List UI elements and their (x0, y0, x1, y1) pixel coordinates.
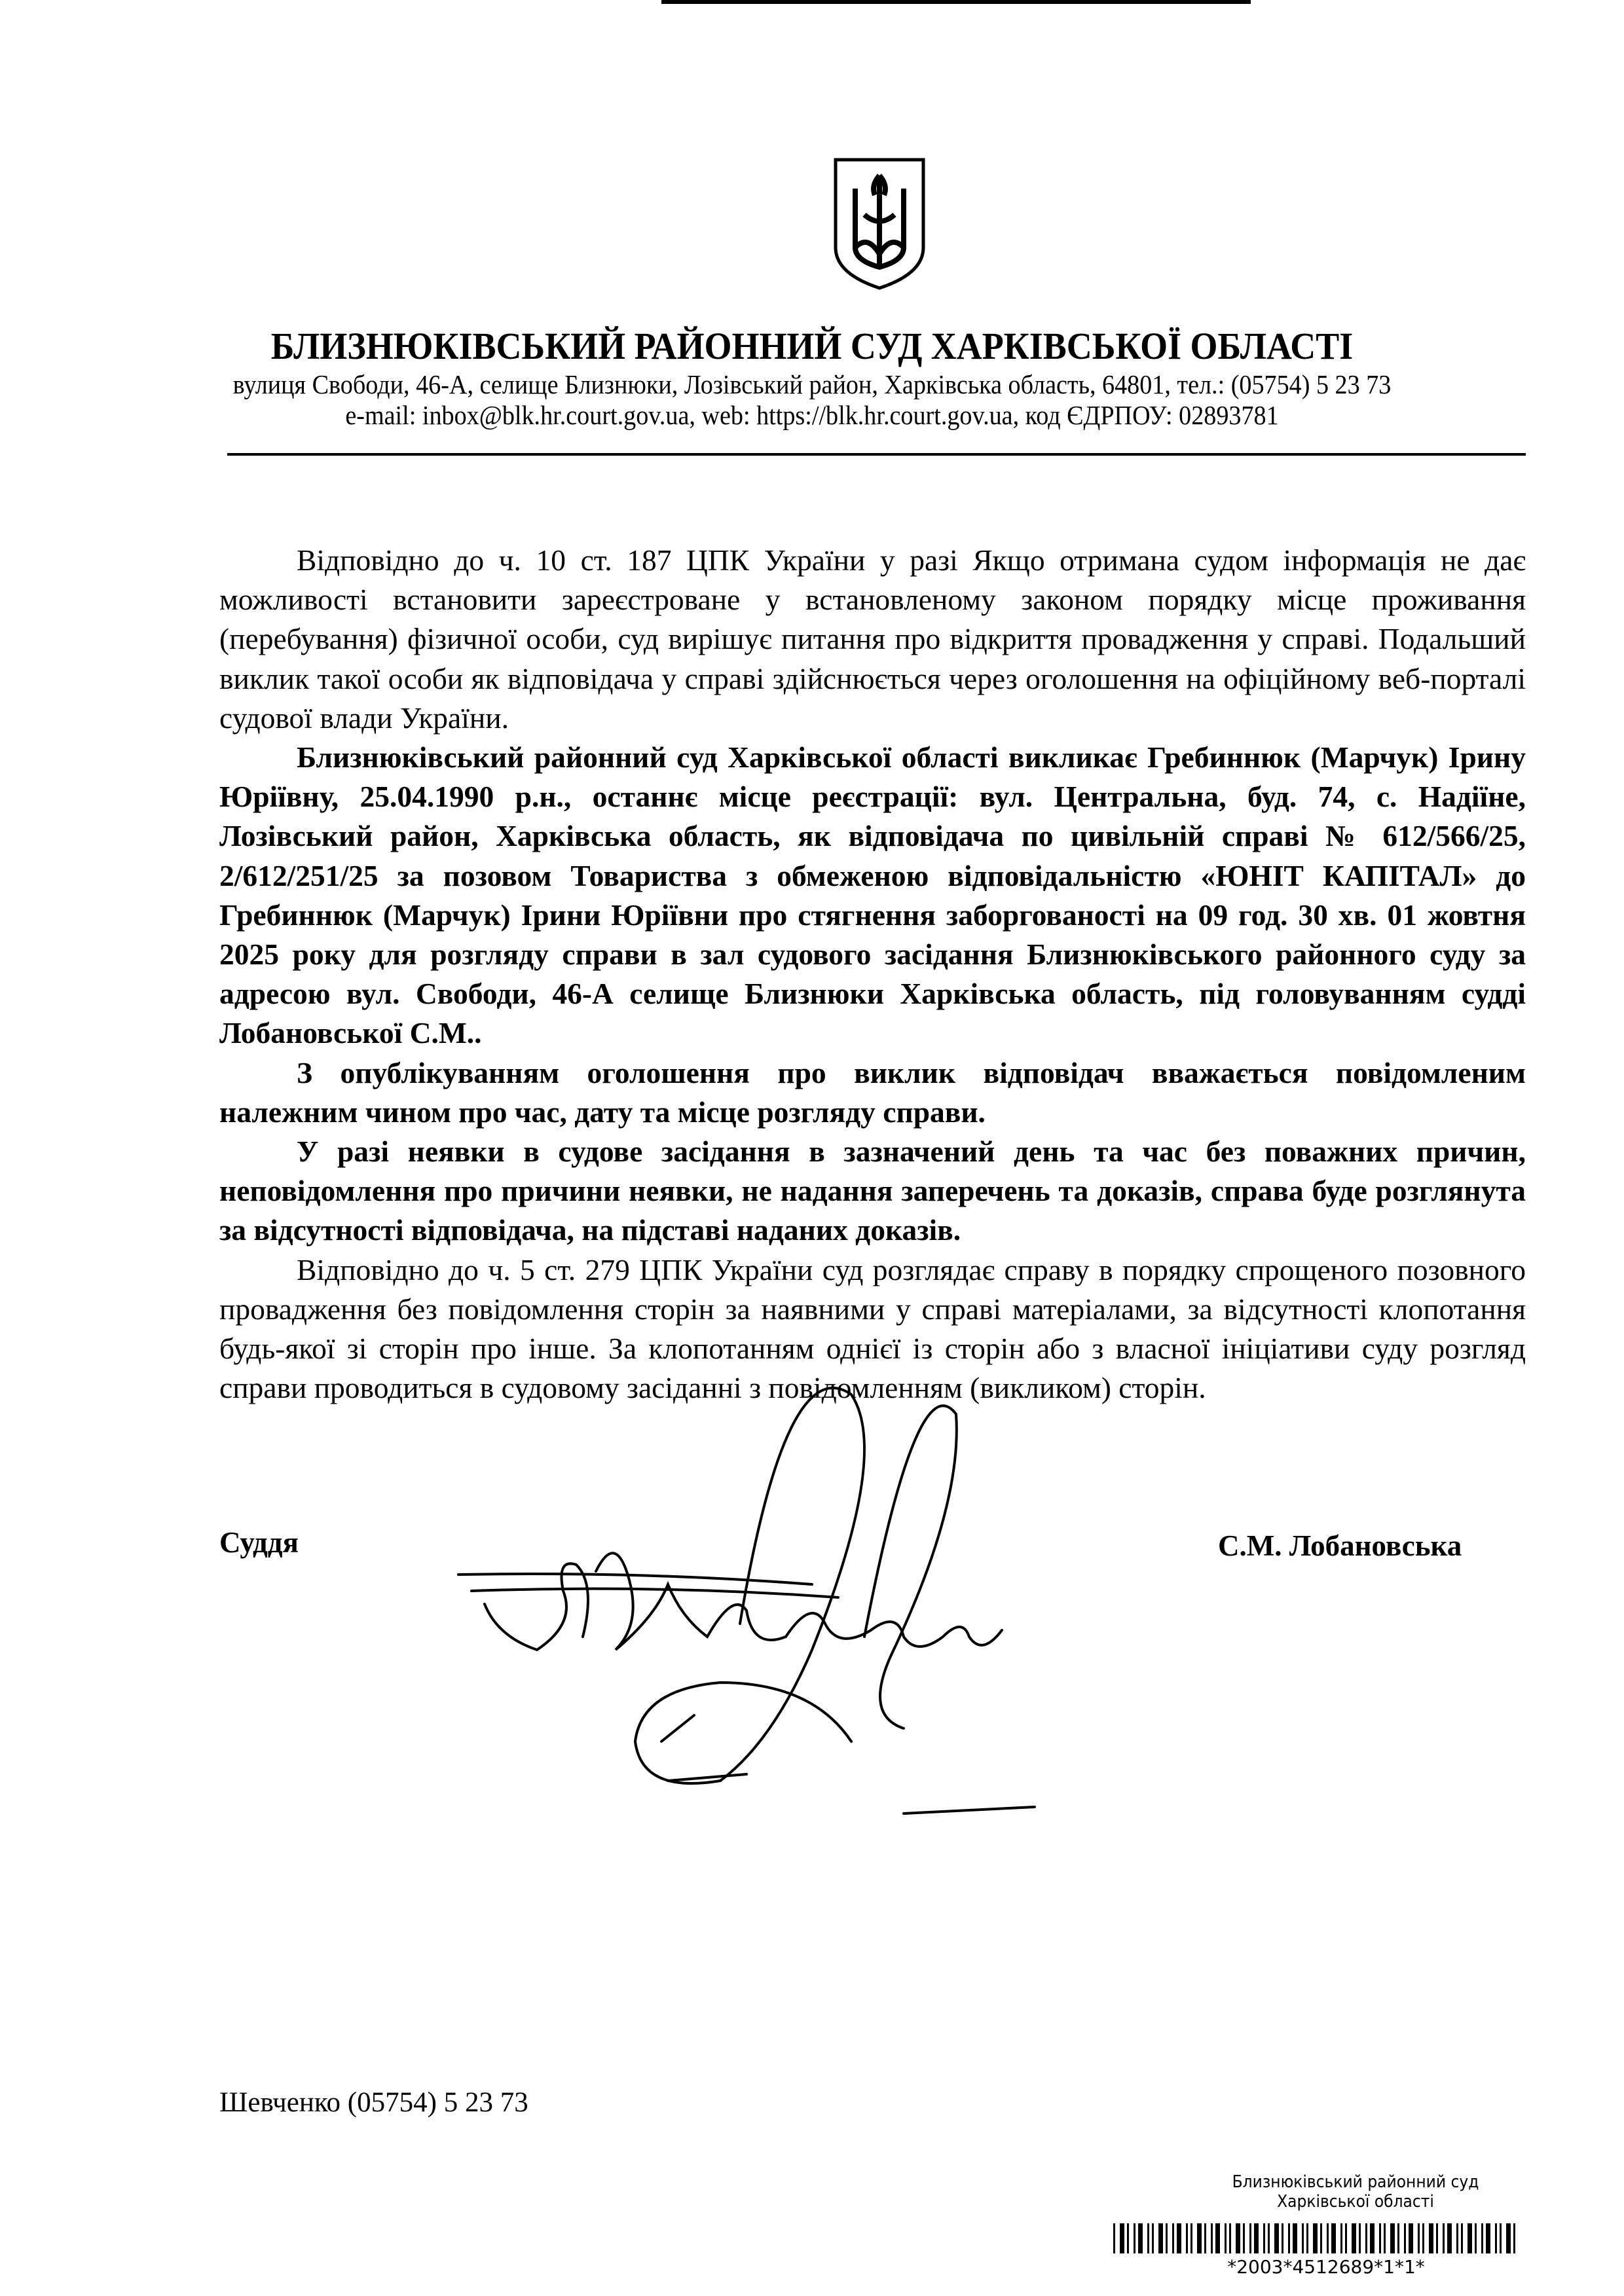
barcode-bar (1263, 2223, 1265, 2253)
barcode-bar (1274, 2223, 1279, 2253)
barcode-bar (1127, 2223, 1129, 2253)
barcode-bar (1243, 2223, 1245, 2253)
paragraph-notification: З опублікуванням оголошення про виклик відповідач вважається повідомленим належним чином про час, дату та місце розгляду справи. (219, 1055, 1526, 1129)
barcode-bar (1211, 2223, 1213, 2253)
barcode-bar (1190, 2223, 1192, 2253)
barcode-bar (1436, 2223, 1438, 2253)
barcode-bar (1225, 2223, 1227, 2253)
barcode-bar (1365, 2223, 1367, 2253)
court-name-heading: БЛИЗНЮКІВСЬКИЙ РАЙОННИЙ СУД ХАРКІВСЬКОЇ ОБЛАСТІ (270, 325, 1354, 367)
barcode-bar (1359, 2223, 1361, 2253)
barcode-bar (1447, 2223, 1452, 2253)
barcode-bar (1282, 2223, 1283, 2253)
barcode-bar (1331, 2223, 1336, 2253)
barcode-bar (1486, 2223, 1490, 2253)
barcode-bar (1418, 2223, 1420, 2253)
barcode-bar (1236, 2223, 1240, 2253)
barcode-bar (1397, 2223, 1399, 2253)
barcode-bar (1177, 2223, 1181, 2253)
judge-label: Суддя (219, 1526, 299, 1559)
barcode-number: *2003*4512689*1*1* (1227, 2256, 1425, 2278)
barcode (1113, 2223, 1522, 2253)
barcode-bar (1500, 2223, 1502, 2253)
barcode-bar (1158, 2223, 1163, 2253)
barcode-bar (1404, 2223, 1406, 2253)
barcode-bar (1293, 2223, 1297, 2253)
paragraph-absence: У разі неявки в судове засідання в зазначений день та час без поважних причин, неповідомлення про причини неявки, не надання заперечень та доказів, справа буде розглянута за відсутності відповідача, на підставі наданих доказів. (219, 1135, 1526, 1247)
barcode-bar (1152, 2223, 1154, 2253)
barcode-bar (1249, 2223, 1251, 2253)
barcode-bar (1138, 2223, 1143, 2253)
court-contacts: e-mail: inbox@blk.hr.court.gov.ua, web: https://blk.hr.court.gov.ua, код ЄДРПОУ: 02893781 (345, 400, 1279, 430)
barcode-bar (1467, 2223, 1472, 2253)
barcode-bar (1443, 2223, 1445, 2253)
barcode-organization (1149, 2172, 1562, 2212)
barcode-bar (1215, 2223, 1220, 2253)
coat-of-arms-icon (832, 156, 927, 292)
barcode-bar (1327, 2223, 1329, 2253)
barcode-bar (1384, 2223, 1386, 2253)
barcode-bar (1513, 2223, 1515, 2253)
barcode-org-line-2: Харківської області (1277, 2192, 1434, 2212)
barcode-bar (1204, 2223, 1206, 2253)
paragraph-summons: Близнюківський районний суд Харківської області викликає Гребиннюк (Марчук) Ірину Юріївну, 25.04.1990 р.н., останнє місце реєстрації: вул. Центральна, буд. 74, с. Надіїне, Лозівський район, Харківська область, як відповідача по цивільній справі № 612/566/25, 2/612/251/25 за позовом Товариства з обмеженою відповідальністю «ЮНІТ КАПІТАЛ» до Гребиннюк (Марчук) Ірини Юріївни про стягнення заборгованості на 09 год. 30 хв. 01 жовтня 2025 року для розгляду справи в зал судового засідання Близнюківського районного суду за адресою вул. Свободи, 46-А селище Близнюки Харківська область, під головуванням судді Лобановської С.М.. (219, 740, 1526, 1050)
barcode-bar (1340, 2223, 1342, 2253)
barcode-bar (1345, 2223, 1347, 2253)
notice-body (219, 541, 1526, 1408)
barcode-bar (1306, 2223, 1308, 2253)
barcode-bar (1320, 2223, 1322, 2253)
handwritten-signature (445, 1375, 1166, 1820)
barcode-bar (1461, 2223, 1463, 2253)
barcode-bar (1302, 2223, 1304, 2253)
barcode-bar (1197, 2223, 1202, 2253)
barcode-bar (1390, 2223, 1395, 2253)
barcode-bar (1229, 2223, 1231, 2253)
barcode-bar (1475, 2223, 1477, 2253)
barcode-bar (1113, 2223, 1115, 2253)
paragraph-simplified-procedure: Відповідно до ч. 5 ст. 279 ЦПК України суд розглядає справу в порядку спрощеного позовного провадження без повідомлення сторін за наявними у справі матеріалами, за відсутності клопотання будь-якої зі сторін про інше. За клопотанням однієї із сторін або з власної ініціативи суду розгляд справи проводиться в судовому засіданні з повідомленням (викликом) сторін. (219, 1252, 1526, 1405)
barcode-bar (1409, 2223, 1413, 2253)
barcode-bar (1495, 2223, 1497, 2253)
barcode-bar (1352, 2223, 1356, 2253)
barcode-org-line-1: Близнюківський районний суд (1232, 2172, 1479, 2192)
barcode-bar (1313, 2223, 1318, 2253)
barcode-bar (1147, 2223, 1149, 2253)
barcode-bar (1120, 2223, 1124, 2253)
barcode-bar (1268, 2223, 1270, 2253)
judge-name: С.М. Лобановська (1218, 1529, 1462, 1562)
barcode-bar (1481, 2223, 1483, 2253)
barcode-bar (1186, 2223, 1188, 2253)
barcode-bar (1166, 2223, 1168, 2253)
barcode-bar (1429, 2223, 1433, 2253)
barcode-bar (1172, 2223, 1174, 2253)
paragraph-legal-basis: Відповідно до ч. 10 ст. 187 ЦПК України у разі Якщо отримана судом інформація не дає можливості встановити зареєстроване у встановленому законом порядку місце проживання (перебування) фізичної особи, суд вирішує питання про відкриття провадження у справі. Подальший виклик такої особи як відповідача у справі здійснюється через оголошення на офіційному веб-порталі судової влади України. (219, 543, 1526, 735)
barcode-bar (1422, 2223, 1424, 2253)
scan-edge-mark (661, 0, 1251, 4)
barcode-bar (1134, 2223, 1135, 2253)
barcode-bar (1288, 2223, 1290, 2253)
executor-contact: Шевченко (05754) 5 23 73 (219, 2087, 528, 2118)
court-address: вулиця Свободи, 46-А, селище Близнюки, Лозівський район, Харківська область, 64801, тел.: (05754) 5 23 73 (232, 369, 1392, 399)
barcode-bar (1506, 2223, 1511, 2253)
header-divider (227, 453, 1526, 456)
barcode-bar (1379, 2223, 1381, 2253)
barcode-bar (1456, 2223, 1458, 2253)
barcode-bar (1370, 2223, 1375, 2253)
barcode-bar (1254, 2223, 1259, 2253)
